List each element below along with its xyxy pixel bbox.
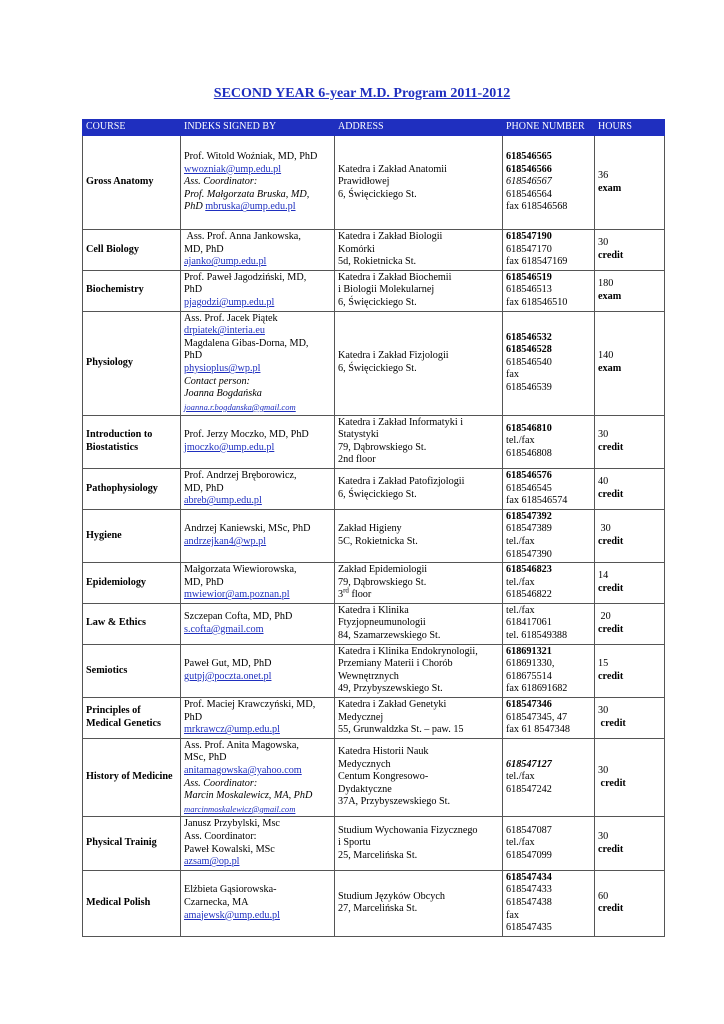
signed-by-cell <box>181 870 335 936</box>
signed-by-line: PhD <box>184 201 206 213</box>
phone-line: 618546576 <box>506 469 552 481</box>
hours-count: 15 <box>598 658 609 670</box>
phone-line: fax 618546574 <box>506 495 568 507</box>
phone-line: 618546565 <box>506 151 552 163</box>
signed-by-line: MD, PhD <box>184 482 224 494</box>
phone-line: fax <box>506 909 520 921</box>
phone-cell <box>503 603 595 644</box>
phone-line: 618691321 <box>506 645 552 657</box>
phone-line: 618417061 <box>506 617 552 629</box>
header-course: COURSE <box>83 120 181 136</box>
phone-cell <box>503 817 595 870</box>
table-row <box>83 563 665 604</box>
signed-by-cell <box>181 698 335 739</box>
hours-count: 180 <box>598 278 614 290</box>
phone-line: 618546528 <box>506 344 552 356</box>
signed-by-line: Prof. Witold Woźniak, MD, PhD <box>184 151 318 163</box>
email-link[interactable]: physioplus@wp.pl <box>184 363 261 375</box>
course-cell: Medical Polish <box>83 870 181 936</box>
phone-line: 618547099 <box>506 849 552 861</box>
phone-line: 618546822 <box>506 589 552 601</box>
phone-cell <box>503 136 595 230</box>
address-line: Wewnętrznych <box>338 670 399 682</box>
hours-type: credit <box>598 717 626 729</box>
address-line: i Biologii Molekularnej <box>338 284 435 296</box>
hours-type: exam <box>598 363 622 375</box>
address-line: Katedra i Zakład Patofizjologii <box>338 476 465 488</box>
table-body <box>83 136 665 937</box>
address-line: 49, Przybyszewskiego St. <box>338 683 443 695</box>
signed-by-line: Czarnecka, MA <box>184 896 249 908</box>
phone-line: 618547170 <box>506 243 552 255</box>
phone-line: 618546823 <box>506 564 552 576</box>
phone-cell <box>503 738 595 817</box>
course-cell: Semiotics <box>83 644 181 697</box>
signed-by-cell <box>181 415 335 468</box>
phone-line: fax 618691682 <box>506 683 568 695</box>
phone-cell <box>503 270 595 311</box>
hours-cell <box>595 270 665 311</box>
phone-line: 618546567 <box>506 176 552 188</box>
phone-line: 618546564 <box>506 188 552 200</box>
hours-cell <box>595 870 665 936</box>
signed-by-line: PhD <box>184 711 203 723</box>
signed-by-line: Janusz Przybylski, Msc <box>184 818 280 830</box>
signed-by-line: Ass. Prof. Anita Magowska, <box>184 739 299 751</box>
email-link[interactable]: gutpj@poczta.onet.pl <box>184 670 272 682</box>
address-cell <box>335 136 503 230</box>
phone-line: 618675514 <box>506 670 552 682</box>
hours-count: 30 <box>598 705 609 717</box>
address-line: 2nd floor <box>338 454 376 466</box>
hours-count: 20 <box>598 611 611 623</box>
signed-by-line: MD, PhD <box>184 243 224 255</box>
address-line: Prawidłowej <box>338 176 390 188</box>
signed-by-cell <box>181 509 335 562</box>
address-cell <box>335 230 503 271</box>
signed-by-line: Małgorzata Wiewiorowska, <box>184 564 297 576</box>
address-line: Katedra i Klinika <box>338 604 409 616</box>
email-link[interactable]: andrzejkan4@wp.pl <box>184 535 267 547</box>
phone-line: tel./fax <box>506 535 535 547</box>
phone-line: 618547435 <box>506 922 552 934</box>
signed-by-cell <box>181 603 335 644</box>
address-line: 79, Dąbrowskiego St. <box>338 576 427 588</box>
phone-line: 618691330, <box>506 658 555 670</box>
address-line: 79, Dąbrowskiego St. <box>338 441 427 453</box>
hours-cell <box>595 311 665 415</box>
phone-line: tel./fax <box>506 837 535 849</box>
address-line: Przemiany Materii i Chorób <box>338 658 453 670</box>
signed-by-line: Joanna Bogdańska <box>184 388 262 400</box>
phone-line: 618547433 <box>506 884 552 896</box>
signed-by-line: Prof. Maciej Krawczyński, MD, <box>184 699 316 711</box>
signed-by-line: Paweł Kowalski, MSc <box>184 843 275 855</box>
hours-count: 40 <box>598 476 609 488</box>
phone-cell <box>503 311 595 415</box>
header-hours: HOURS <box>595 120 665 136</box>
phone-line: tel./fax <box>506 604 535 616</box>
address-cell <box>335 270 503 311</box>
address-line: 37A, Przybyszewskiego St. <box>338 796 451 808</box>
address-line: Katedra i Zakład Anatomii <box>338 163 447 175</box>
signed-by-line: MSc, PhD <box>184 752 227 764</box>
signed-by-line: Paweł Gut, MD, PhD <box>184 658 272 670</box>
address-line: 5d, Rokietnicka St. <box>338 256 417 268</box>
signed-by-line: PhD <box>184 350 203 362</box>
address-line: 84, Szamarzewskiego St. <box>338 630 441 642</box>
phone-line: fax 618546510 <box>506 296 568 308</box>
phone-cell <box>503 415 595 468</box>
hours-type: credit <box>598 441 624 453</box>
signed-by-line: Prof. Paweł Jagodziński, MD, <box>184 271 307 283</box>
table-row <box>83 698 665 739</box>
hours-type: credit <box>598 623 624 635</box>
hours-cell <box>595 817 665 870</box>
phone-line: 618546540 <box>506 356 552 368</box>
course-cell: Hygiene <box>83 509 181 562</box>
address-line: Dydaktyczne <box>338 783 392 795</box>
table-row <box>83 738 665 817</box>
phone-line: 618546532 <box>506 331 552 343</box>
table-row <box>83 230 665 271</box>
address-line: Katedra i Zakład Biochemii <box>338 271 452 283</box>
address-line: 6, Święcickiego St. <box>338 188 417 200</box>
address-line: i Sportu <box>338 837 371 849</box>
email-link[interactable]: mbruska@ump.edu.pl <box>205 201 296 213</box>
hours-count: 14 <box>598 570 609 582</box>
phone-line: fax 61 8547348 <box>506 724 570 736</box>
address-cell <box>335 563 503 604</box>
signed-by-line: Marcin Moskalewicz, MA, PhD <box>184 790 313 802</box>
hours-type: credit <box>598 670 624 682</box>
course-cell: Cell Biology <box>83 230 181 271</box>
phone-line: 618547434 <box>506 871 552 883</box>
course-cell: History of Medicine <box>83 738 181 817</box>
phone-line: tel./fax <box>506 576 535 588</box>
phone-line: 618547390 <box>506 548 552 560</box>
course-table <box>82 119 665 937</box>
address-cell <box>335 603 503 644</box>
address-line: Katedra i Klinika Endokrynologii, <box>338 645 478 657</box>
course-cell: Pathophysiology <box>83 468 181 509</box>
signed-by-line: Ass. Coordinator: <box>184 777 258 789</box>
course-cell: Physical Trainig <box>83 817 181 870</box>
address-line: Katedra i Zakład Biologii <box>338 231 443 242</box>
email-link[interactable]: pjagodzi@ump.edu.pl <box>184 296 275 308</box>
hours-type: credit <box>598 249 624 261</box>
hours-type: exam <box>598 290 622 302</box>
signed-by-line: Prof. Małgorzata Bruska, MD, <box>184 188 310 200</box>
table-header <box>83 120 665 136</box>
address-cell <box>335 870 503 936</box>
floor-suffix: rd <box>343 586 349 595</box>
address-line: Medycznej <box>338 711 384 723</box>
address-line: Centum Kongresowo- <box>338 771 429 783</box>
phone-cell <box>503 870 595 936</box>
phone-line: 618546545 <box>506 482 552 494</box>
address-line: Komórki <box>338 243 375 255</box>
signed-by-line: Ass. Coordinator: <box>184 830 257 842</box>
hours-count: 30 <box>598 765 609 776</box>
signed-by-line: Prof. Andrzej Bręborowicz, <box>184 469 297 481</box>
hours-cell <box>595 644 665 697</box>
phone-line: fax 618547169 <box>506 256 568 268</box>
signed-by-line: MD, PhD <box>184 576 224 588</box>
address-line: Medycznych <box>338 758 391 770</box>
signed-by-line: Elżbieta Gąsiorowska- <box>184 884 277 896</box>
signed-by-line: Contact person: <box>184 375 250 387</box>
phone-line: 618547345, 47 <box>506 711 568 723</box>
hours-cell <box>595 738 665 817</box>
course-cell: Principles of Medical Genetics <box>83 698 181 739</box>
table-row <box>83 644 665 697</box>
email-link[interactable]: drpiatek@interia.eu <box>184 325 265 337</box>
signed-by-line: PhD <box>184 284 203 296</box>
hours-count: 30 <box>598 830 609 842</box>
phone-line: 618546519 <box>506 271 552 283</box>
course-cell: Gross Anatomy <box>83 136 181 230</box>
signed-by-line: Ass. Coordinator: <box>184 176 258 188</box>
signed-by-line: Andrzej Kaniewski, MSc, PhD <box>184 523 311 535</box>
phone-cell <box>503 698 595 739</box>
signed-by-cell <box>181 270 335 311</box>
email-link[interactable]: amajewsk@ump.edu.pl <box>184 909 280 921</box>
hours-cell <box>595 468 665 509</box>
floor-number: 3 <box>338 589 344 601</box>
phone-line: 618547392 <box>506 510 552 522</box>
email-link[interactable]: joanna.r.bogdanska@gmail.com <box>184 401 296 412</box>
phone-line: 618547190 <box>506 231 552 242</box>
address-cell <box>335 311 503 415</box>
hours-cell <box>595 415 665 468</box>
signed-by-line <box>184 201 331 214</box>
address-line: 6, Święcickiego St. <box>338 363 417 375</box>
phone-cell <box>503 563 595 604</box>
address-line: Zakład Epidemiologii <box>338 564 428 576</box>
signed-by-cell <box>181 644 335 697</box>
address-line: 5C, Rokietnicka St. <box>338 535 418 547</box>
email-link[interactable]: s.cofta@gmail.com <box>184 623 264 635</box>
course-cell: Epidemiology <box>83 563 181 604</box>
phone-line: 618546810 <box>506 422 552 434</box>
address-line: Studium Języków Obcych <box>338 890 445 902</box>
email-link[interactable]: wwozniak@ump.edu.pl <box>184 163 282 175</box>
email-link[interactable]: ajanko@ump.edu.pl <box>184 256 267 268</box>
phone-line: 618547346 <box>506 699 552 711</box>
signed-by-cell <box>181 136 335 230</box>
phone-line: 618547242 <box>506 783 552 795</box>
signed-by-line: Magdalena Gibas-Dorna, MD, <box>184 337 309 349</box>
address-line: 6, Święcickiego St. <box>338 488 417 500</box>
hours-cell <box>595 698 665 739</box>
phone-cell <box>503 230 595 271</box>
hours-cell <box>595 509 665 562</box>
course-cell: Introduction to Biostatistics <box>83 415 181 468</box>
phone-line: 618546566 <box>506 163 552 175</box>
phone-line: 618547127 <box>506 758 552 770</box>
phone-line: 618546513 <box>506 284 552 296</box>
address-cell <box>335 468 503 509</box>
hours-type: credit <box>598 535 624 547</box>
address-line: 55, Grunwaldzka St. – paw. 15 <box>338 724 464 736</box>
phone-line: tel. 618549388 <box>506 630 568 642</box>
table-row <box>83 311 665 415</box>
email-link[interactable]: marcinmoskalewicz@gmail.com <box>184 803 296 814</box>
address-cell <box>335 644 503 697</box>
signed-by-cell <box>181 817 335 870</box>
email-link[interactable]: mrkrawcz@ump.edu.pl <box>184 724 280 736</box>
signed-by-cell <box>181 468 335 509</box>
signed-by-line: Ass. Prof. Jacek Piątek <box>184 312 278 324</box>
phone-line: 618547087 <box>506 824 552 836</box>
address-line: Katedra i Zakład Informatyki i <box>338 416 464 428</box>
hours-cell <box>595 603 665 644</box>
hours-type: credit <box>598 777 626 789</box>
hours-type: credit <box>598 488 624 500</box>
address-line: 25, Marcelińska St. <box>338 849 418 861</box>
course-cell: Biochemistry <box>83 270 181 311</box>
course-cell: Physiology <box>83 311 181 415</box>
table-row <box>83 136 665 230</box>
address-line <box>338 586 499 602</box>
email-link[interactable]: anitamagowska@yahoo.com <box>184 765 302 776</box>
address-cell <box>335 509 503 562</box>
address-cell <box>335 738 503 817</box>
phone-line: tel./fax <box>506 435 535 447</box>
phone-line: 618547438 <box>506 896 552 908</box>
address-line: Katedra i Zakład Fizjologii <box>338 350 449 362</box>
phone-line: fax 618546568 <box>506 201 568 213</box>
hours-count: 30 <box>598 429 609 441</box>
table-row <box>83 870 665 936</box>
phone-cell <box>503 509 595 562</box>
page-title: SECOND YEAR 6-year M.D. Program 2011-2012 <box>213 86 511 101</box>
table-row <box>83 415 665 468</box>
hours-cell <box>595 563 665 604</box>
hours-cell <box>595 230 665 271</box>
course-cell: Law & Ethics <box>83 603 181 644</box>
signed-by-cell <box>181 311 335 415</box>
phone-cell <box>503 468 595 509</box>
header-phone-number: PHONE NUMBER <box>503 120 595 136</box>
address-cell <box>335 415 503 468</box>
table-row <box>83 468 665 509</box>
signed-by-line: Prof. Jerzy Moczko, MD, PhD <box>184 429 309 441</box>
address-line: 6, Święcickiego St. <box>338 296 417 308</box>
header-indeks-signed-by: INDEKS SIGNED BY <box>181 120 335 136</box>
address-line: Ftyzjopneumunologii <box>338 617 426 629</box>
hours-count: 140 <box>598 350 614 362</box>
address-line: Studium Wychowania Fizycznego <box>338 824 478 836</box>
address-line: Statystyki <box>338 429 379 441</box>
hours-count: 36 <box>598 169 609 181</box>
address-line: Katedra Historii Nauk <box>338 746 429 758</box>
address-line: 27, Marcelińska St. <box>338 903 418 915</box>
phone-line: 618546539 <box>506 381 552 393</box>
address-line: Katedra i Zakład Genetyki <box>338 699 447 711</box>
address-cell <box>335 698 503 739</box>
phone-line: fax <box>506 369 520 381</box>
table-row <box>83 270 665 311</box>
hours-type: credit <box>598 843 624 855</box>
phone-line: tel./fax <box>506 771 535 783</box>
signed-by-line: Szczepan Cofta, MD, PhD <box>184 611 293 623</box>
email-link[interactable]: jmoczko@ump.edu.pl <box>184 441 275 453</box>
table-row <box>83 509 665 562</box>
email-link[interactable]: mwiewior@am.poznan.pl <box>184 589 290 601</box>
signed-by-cell <box>181 230 335 271</box>
address-cell <box>335 817 503 870</box>
hours-count: 30 <box>598 237 609 249</box>
address-line: Zakład Higieny <box>338 523 402 535</box>
email-link[interactable]: azsam@op.pl <box>184 856 240 868</box>
header-address: ADDRESS <box>335 120 503 136</box>
email-link[interactable]: abreb@ump.edu.pl <box>184 495 262 507</box>
hours-count: 60 <box>598 890 609 902</box>
phone-line: 618546808 <box>506 448 552 460</box>
hours-type: credit <box>598 903 624 915</box>
signed-by-cell <box>181 563 335 604</box>
phone-cell <box>503 644 595 697</box>
hours-count: 30 <box>598 523 611 535</box>
hours-cell <box>595 136 665 230</box>
signed-by-line: Ass. Prof. Anna Jankowska, <box>184 231 301 242</box>
hours-type: exam <box>598 182 622 194</box>
signed-by-cell <box>181 738 335 817</box>
table-row <box>83 603 665 644</box>
phone-line: 618547389 <box>506 523 552 535</box>
table-row <box>83 817 665 870</box>
floor-label: floor <box>348 589 372 601</box>
hours-type: credit <box>598 582 624 594</box>
